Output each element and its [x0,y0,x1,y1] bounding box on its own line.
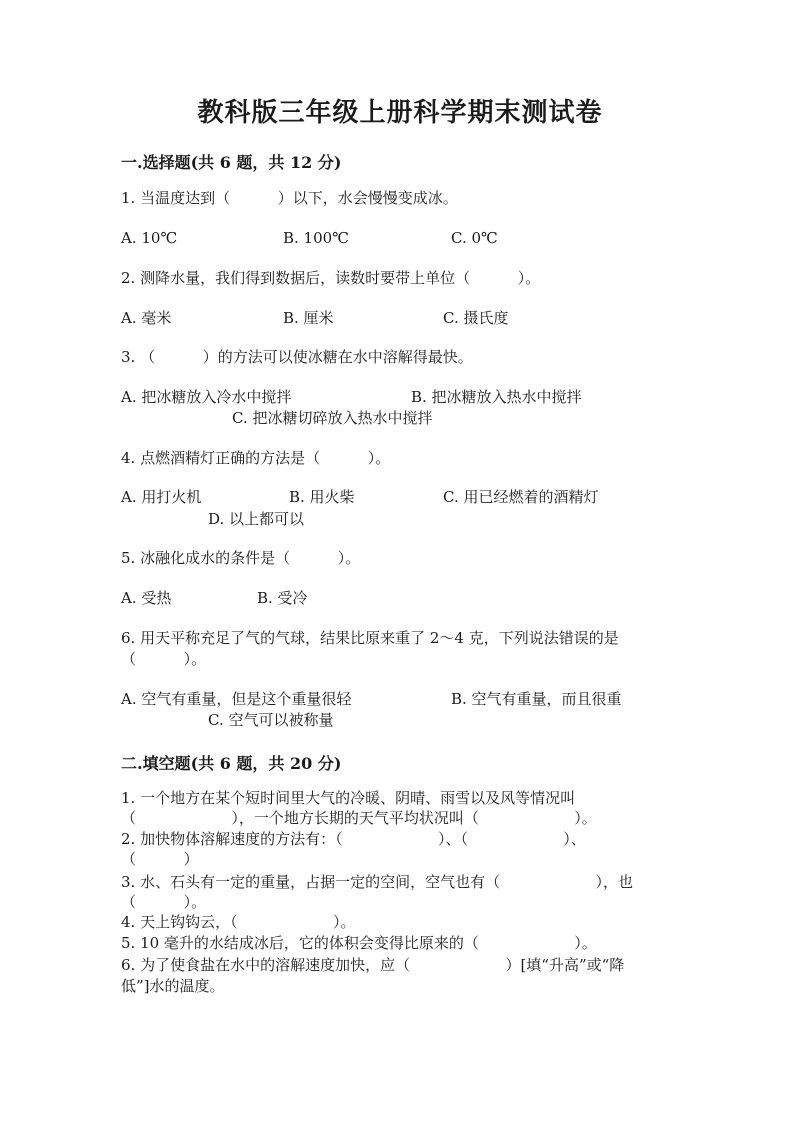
option-c: C. 空气可以被称量 [208,711,334,729]
option-c: C. 摄氏度 [443,309,509,327]
option-a: A. 10℃ [121,229,178,247]
section-heading-fill: 二.填空题(共 6 题，共 20 分) [121,754,342,773]
question-stem: 5. 冰融化成水的条件是（ ）。 [121,549,361,567]
option-c: C. 把冰糖切碎放入热水中搅拌 [232,409,433,427]
option-b: B. 100℃ [283,229,349,247]
fill-line: 低”]水的温度。 [121,977,225,995]
section-heading-choice: 一.选择题(共 6 题，共 12 分) [121,153,342,172]
option-b: B. 受冷 [257,589,308,607]
fill-line: 6. 为了使食盐在水中的溶解速度加快，应（ ）[填“升高”或“降 [121,956,625,974]
option-b: B. 用火柴 [289,488,355,506]
option-c: C. 用已经燃着的酒精灯 [443,488,599,506]
question-stem: 2. 测降水量，我们得到数据后，读数时要带上单位（ ）。 [121,269,541,287]
option-d: D. 以上都可以 [208,510,305,528]
option-a: A. 受热 [121,589,172,607]
question-stem: 3. （ ）的方法可以使冰糖在水中溶解得最快。 [121,348,473,366]
option-b: B. 把冰糖放入热水中搅拌 [411,388,582,406]
option-a: A. 用打火机 [121,488,202,506]
fill-line: 1. 一个地方在某个短时间里大气的冷暖、阴晴、雨雪以及风等情况叫 [121,789,576,807]
fill-line: 2. 加快物体溶解速度的方法有：（ ）、（ ）、 [121,830,586,848]
fill-line: （ ） [121,850,199,868]
question-stem: 1. 当温度达到（ ）以下，水会慢慢变成冰。 [121,189,458,207]
option-a: A. 毫米 [121,309,172,327]
option-b: B. 空气有重量，而且很重 [451,690,622,708]
option-a: A. 空气有重量，但是这个重量很轻 [121,690,352,708]
fill-line: （ ）。 [121,893,207,911]
fill-line: （ ），一个地方长期的天气平均状况叫（ ）。 [121,809,597,827]
fill-line: 5. 10 毫升的水结成冰后，它的体积会变得比原来的（ ）。 [121,934,597,952]
option-b: B. 厘米 [283,309,334,327]
fill-line: 3. 水、石头有一定的重量，占据一定的空间，空气也有（ ），也 [121,873,633,891]
option-a: A. 把冰糖放入冷水中搅拌 [121,388,292,406]
question-stem: 6. 用天平称充足了气的气球，结果比原来重了 2～4 克，下列说法错误的是 [121,629,619,647]
question-stem-continued: （ ）。 [121,650,207,668]
question-stem: 4. 点燃酒精灯正确的方法是（ ）。 [121,449,391,467]
option-c: C. 0℃ [451,229,498,247]
fill-line: 4. 天上钩钩云，（ ）。 [121,913,356,931]
page-title: 教科版三年级上册科学期末测试卷 [197,98,603,128]
